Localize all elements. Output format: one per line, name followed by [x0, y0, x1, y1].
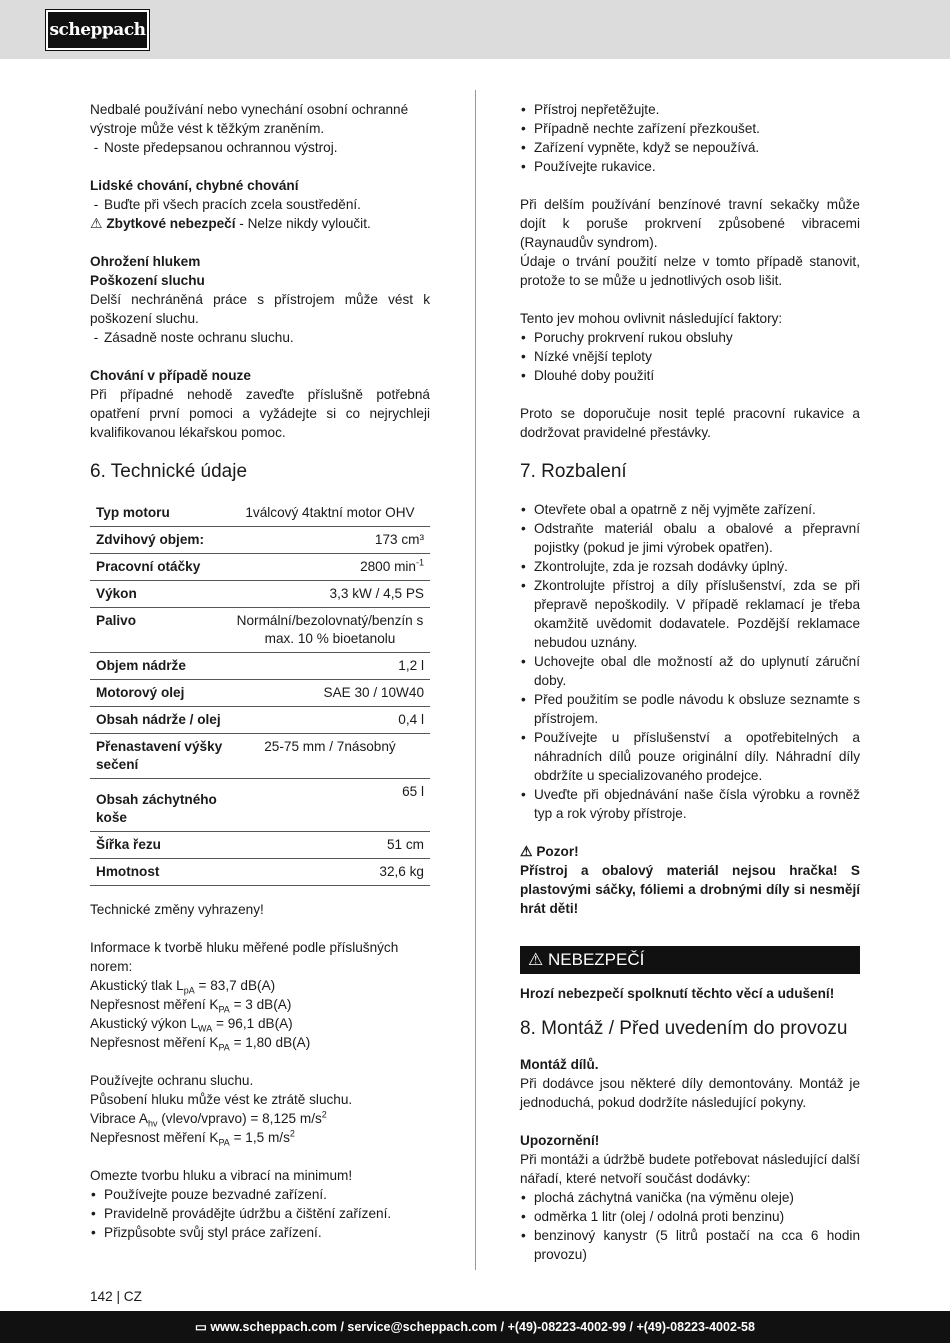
list-item: • odměrka 1 litr (olej / odolná proti benzinu): [520, 1207, 860, 1226]
human-item: - Buďte při všech pracích zcela soustředění.: [90, 197, 361, 212]
list-item: • Zkontrolujte, zda je rozsah dodávky úplný.: [520, 557, 860, 576]
list-item: • Zařízení vypněte, když se nepoužívá.: [520, 138, 860, 157]
list-item: • Používejte rukavice.: [520, 157, 860, 176]
spec-key: Palivo: [90, 608, 230, 653]
list-item: • Zkontrolujte přístroj a díly příslušenství, zda se při přepravě nepoškodily. V případě reklamací je třeba okamžitě uvědomit dodavatele. Pozdější reklamace nebudou uznány.: [520, 576, 860, 652]
table-row: [90, 859, 430, 886]
table-row: [90, 832, 430, 859]
list-item: • Dlouhé doby použití: [520, 366, 860, 385]
spec-value: 2800 $\min^{-1}$: [230, 554, 430, 581]
page-number: 142 | CZ: [90, 1289, 142, 1304]
list-item: • Odstraňte materiál obalu a obalové a přepravní pojistky (pokud je jimi výrobek opatřen).: [520, 519, 860, 557]
raynaud-text: Při delším používání benzínové travní sekačky může dojít k poruše prokrvení způsobené vibracemi (Raynaudův syndrom).: [520, 197, 860, 250]
noise-text: Delší nechráněná práce s přístrojem může vést k poškození sluchu.: [90, 292, 430, 326]
list-item: • Nízké vnější teploty: [520, 347, 860, 366]
list-item: • Uveďte při objednávání naše čísla výrobku a rovněž typ a rok výroby přístroje.: [520, 785, 860, 823]
noise-item: - Zásadně noste ochranu sluchu.: [90, 330, 294, 345]
spec-value: 25-75 mm / 7násobný: [230, 734, 430, 779]
recommend-text: Proto se doporučuje nosit teplé pracovní rukavice a dodržovat pravidelné přestávky.: [520, 406, 860, 440]
top-list: [520, 100, 860, 176]
noise-heading-1: Ohrožení hlukem: [90, 254, 201, 269]
emergency-heading: Chování v případě nouze: [90, 368, 251, 383]
warning-triangle-icon: ⚠: [90, 215, 103, 231]
list-item: • Používejte pouze bezvadné zařízení.: [90, 1185, 430, 1204]
table-row: [90, 734, 430, 779]
intro-item: - Noste předepsanou ochrannou výstroj.: [90, 140, 338, 155]
uncertainty-2: Nepřesnost měření $K_{PA} = 1,80$ dB(A): [90, 1035, 311, 1053]
list-item: • Přizpůsobte svůj styl práce zařízení.: [90, 1223, 430, 1242]
spec-table: [90, 500, 430, 886]
spec-value: 32,6 kg: [230, 859, 430, 886]
assembly-text: Při dodávce jsou některé díly demontovány. Montáž je jednoduchá, pokud dodržíte následující pokyny.: [520, 1076, 860, 1110]
use-protection: Používejte ochranu sluchu.: [90, 1073, 254, 1088]
noise-info: Informace k tvorbě hluku měřené podle příslušných norem:: [90, 940, 399, 974]
section-8-title: 8. Montáž / Před uvedením do provozu: [520, 1018, 848, 1039]
scheppach-logo: scheppach: [46, 10, 149, 50]
danger-text: Hrozí nebezpečí spolknutí těchto věcí a udušení!: [520, 986, 835, 1001]
danger-banner: ⚠ NEBEZPEČÍ: [520, 946, 860, 974]
caution-text: Přístroj a obalový materiál nejsou hračka! S plastovými sáčky, fóliemi a drobnými díly si nesmějí hrát děti!: [520, 863, 860, 916]
table-row: [90, 554, 430, 581]
list-item: • Uchovejte obal dle možností až do uplynutí záruční doby.: [520, 652, 860, 690]
header-band: [0, 0, 950, 59]
tools-list: [520, 1188, 860, 1264]
footer-band: [0, 1311, 950, 1343]
note-text: Při montáži a údržbě budete potřebovat následující další nářadí, které netvoří součást dodávky:: [520, 1152, 860, 1186]
right-column: [520, 100, 860, 1264]
spec-value: 1,2 l: [230, 653, 430, 680]
spec-key: Objem nádrže: [90, 653, 230, 680]
spec-value: 51 cm: [230, 832, 430, 859]
minimize-text: Omezte tvorbu hluku a vibrací na minimum!: [90, 1168, 353, 1183]
table-row: [90, 608, 430, 653]
warning-triangle-icon: ⚠: [520, 843, 533, 859]
factors-list: [520, 328, 860, 385]
table-row: [90, 707, 430, 734]
spec-key: Typ motoru: [90, 500, 230, 527]
spec-key: Obsah záchytného koše: [90, 779, 230, 832]
spec-key: Pracovní otáčky: [90, 554, 230, 581]
spec-key: Výkon: [90, 581, 230, 608]
table-row: [90, 779, 430, 832]
spec-value: 65 l: [230, 779, 430, 832]
footer-contact[interactable]: www.scheppach.com / service@scheppach.com / +(49)-08223-4002-99 / +(49)-08223-4002-58: [210, 1320, 755, 1334]
table-row: [90, 653, 430, 680]
note-heading: Upozornění!: [520, 1133, 600, 1148]
spec-key: Zdvihový objem:: [90, 527, 230, 554]
spec-key: Obsah nádrže / olej: [90, 707, 230, 734]
list-item: • benzinový kanystr (5 litrů postačí na cca 6 hodin provozu): [520, 1226, 860, 1264]
noise-heading-2: Poškození sluchu: [90, 273, 205, 288]
list-item: • Případně nechte zařízení přezkoušet.: [520, 119, 860, 138]
assembly-heading: Montáž dílů.: [520, 1057, 599, 1072]
tech-changes: Technické změny vyhrazeny!: [90, 902, 264, 917]
uncertainty-1: Nepřesnost měření $K_{PA} = 3$ dB(A): [90, 997, 292, 1015]
spec-key: Šířka řezu: [90, 832, 230, 859]
column-divider: [475, 90, 476, 1270]
section-6-title: 6. Technické údaje: [90, 461, 248, 482]
residual-risk: ⚠ Zbytkové nebezpečí - Nelze nikdy vyloučit.: [90, 215, 371, 231]
emergency-text: Při případné nehodě zaveďte příslušně potřebná opatření první pomoci a vyžádejte si co nejrychleji kvalifikovanou lékařskou pomoc.: [90, 387, 430, 440]
list-item: • plochá záchytná vanička (na výměnu oleje): [520, 1188, 860, 1207]
spec-key: Přenastavení výšky sečení: [90, 734, 230, 779]
table-row: [90, 500, 430, 527]
uncertainty-3: Nepřesnost měření $K_{PA} = 1,5$ $m/s^2$: [90, 1128, 295, 1148]
human-heading: Lidské chování, chybné chování: [90, 178, 299, 193]
list-item: • Poruchy prokrvení rukou obsluhy: [520, 328, 860, 347]
spec-value: Normální/bezolovnatý/benzín s max. 10 % bioetanolu: [230, 608, 430, 653]
computer-icon: ▭: [195, 1320, 207, 1334]
spec-value: 1válcový 4taktní motor OHV: [230, 500, 430, 527]
list-item: • Pravidelně provádějte údržbu a čištění zařízení.: [90, 1204, 430, 1223]
list-item: • Přístroj nepřetěžujte.: [520, 100, 860, 119]
spec-value: 3,3 kW / 4,5 PS: [230, 581, 430, 608]
spec-value: 173 cm³: [230, 527, 430, 554]
spec-key: Motorový olej: [90, 680, 230, 707]
list-item: • Před použitím se podle návodu k obsluze seznamte s přístrojem.: [520, 690, 860, 728]
vibration: Vibrace $A_{hv}$ (vlevo/vpravo) = 8,125 $m/s^2$: [90, 1109, 327, 1129]
spec-key: Hmotnost: [90, 859, 230, 886]
table-row: [90, 581, 430, 608]
spec-value: 0,4 l: [230, 707, 430, 734]
noise-effect: Působení hluku může vést ke ztrátě sluchu.: [90, 1092, 353, 1107]
acoustic-power: Akustický výkon $L_{WA} = 96,1$ dB(A): [90, 1016, 293, 1034]
intro-text: Nedbalé používání nebo vynechání osobní ochranné výstroje může vést k těžkým zraněním.: [90, 102, 409, 136]
caution-heading: ⚠ Pozor!: [520, 843, 579, 859]
warning-triangle-icon: ⚠: [528, 950, 544, 969]
section-7-title: 7. Rozbalení: [520, 461, 627, 482]
duration-text: Údaje o trvání použití nelze v tomto případě stanovit, protože to se může u jednotlivých osob lišit.: [520, 254, 860, 288]
table-row: [90, 527, 430, 554]
unpack-list: [520, 500, 860, 823]
list-item: • Používejte u příslušenství a opotřebitelných a náhradních dílů pouze originální díly. Náhradní díly obdržíte u specializovaného prodejce.: [520, 728, 860, 785]
minimize-list: [90, 1185, 430, 1242]
table-row: [90, 680, 430, 707]
list-item: • Otevřete obal a opatrně z něj vyjměte zařízení.: [520, 500, 860, 519]
left-column: [90, 100, 430, 1242]
factors-intro: Tento jev mohou ovlivnit následující faktory:: [520, 311, 783, 326]
spec-value: SAE 30 / 10W40: [230, 680, 430, 707]
acoustic-pressure: Akustický tlak $L_{pA} = 83,7$ dB(A): [90, 978, 276, 996]
